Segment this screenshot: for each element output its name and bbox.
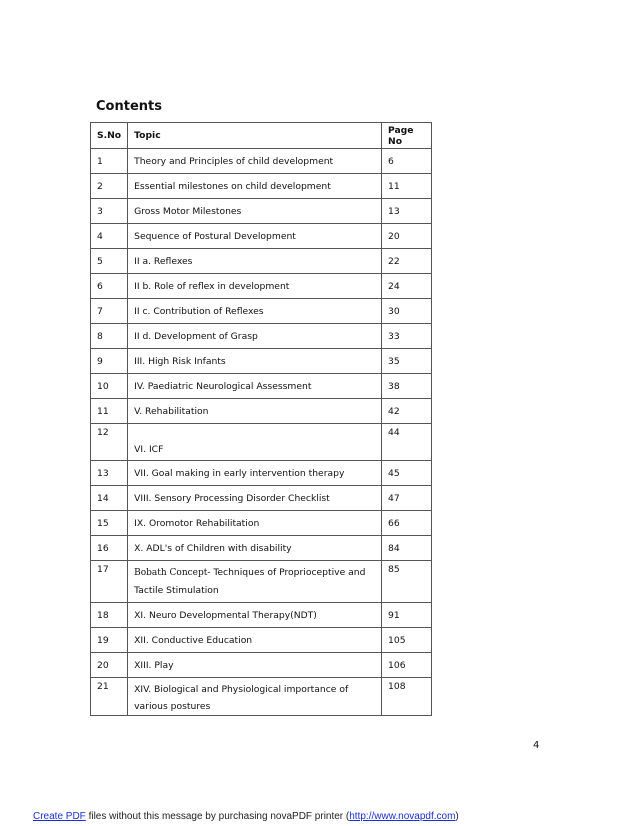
row-topic: XIV. Biological and Physiological importance of various postures xyxy=(128,678,382,716)
row-topic: Sequence of Postural Development xyxy=(128,224,382,249)
row-topic: III. High Risk Infants xyxy=(128,349,382,374)
row-page: 24 xyxy=(382,274,432,299)
row-sno: 11 xyxy=(91,399,128,424)
row-topic-text: Techniques of Proprioceptive and Tactile Stimulation xyxy=(134,567,366,596)
row-topic: VII. Goal making in early intervention therapy xyxy=(128,461,382,486)
table-row xyxy=(91,299,432,324)
page-number: 4 xyxy=(533,740,540,751)
row-topic: IV. Paediatric Neurological Assessment xyxy=(128,374,382,399)
row-page: 66 xyxy=(382,511,432,536)
table-row xyxy=(91,249,432,274)
table-row xyxy=(91,628,432,653)
row-topic: Theory and Principles of child development xyxy=(128,149,382,174)
contents-heading: Contents xyxy=(96,99,162,114)
row-sno: 18 xyxy=(91,603,128,628)
table-row xyxy=(91,374,432,399)
pdf-footer xyxy=(33,811,459,822)
row-sno: 19 xyxy=(91,628,128,653)
row-sno: 21 xyxy=(91,678,128,716)
contents-table xyxy=(90,122,432,716)
row-sno: 8 xyxy=(91,324,128,349)
row-topic: IX. Oromotor Rehabilitation xyxy=(128,511,382,536)
table-row xyxy=(91,274,432,299)
row-sno: 10 xyxy=(91,374,128,399)
table-row xyxy=(91,678,432,716)
row-topic: II b. Role of reflex in development xyxy=(128,274,382,299)
row-topic: II c. Contribution of Reflexes xyxy=(128,299,382,324)
row-sno: 4 xyxy=(91,224,128,249)
table-row xyxy=(91,486,432,511)
row-sno: 16 xyxy=(91,536,128,561)
row-topic: II d. Development of Grasp xyxy=(128,324,382,349)
row-page: 11 xyxy=(382,174,432,199)
row-sno: 7 xyxy=(91,299,128,324)
row-sno: 12 xyxy=(91,424,128,461)
table-row xyxy=(91,653,432,678)
create-pdf-link[interactable]: Create PDF xyxy=(33,811,86,822)
row-sno: 6 xyxy=(91,274,128,299)
row-page: 106 xyxy=(382,653,432,678)
table-row xyxy=(91,224,432,249)
row-page: 38 xyxy=(382,374,432,399)
novapdf-url-link[interactable]: http://www.novapdf.com xyxy=(349,811,456,822)
header-page-no: Page No xyxy=(382,123,432,149)
row-sno: 15 xyxy=(91,511,128,536)
row-sno: 20 xyxy=(91,653,128,678)
footer-text: files without this message by purchasing novaPDF printer ( xyxy=(85,811,350,822)
table-row xyxy=(91,199,432,224)
row-page: 108 xyxy=(382,678,432,716)
row-page: 33 xyxy=(382,324,432,349)
table-row xyxy=(91,536,432,561)
table-row xyxy=(91,324,432,349)
row-sno: 3 xyxy=(91,199,128,224)
header-sno: S.No xyxy=(91,123,128,149)
row-page: 13 xyxy=(382,199,432,224)
row-topic-prefix: Bobath Concept- xyxy=(134,568,211,578)
table-row xyxy=(91,461,432,486)
row-page: 91 xyxy=(382,603,432,628)
table-row xyxy=(91,174,432,199)
row-topic: XII. Conductive Education xyxy=(128,628,382,653)
row-topic: II a. Reflexes xyxy=(128,249,382,274)
row-page: 35 xyxy=(382,349,432,374)
row-topic: VI. ICF xyxy=(128,424,382,461)
row-topic: XI. Neuro Developmental Therapy(NDT) xyxy=(128,603,382,628)
row-topic: X. ADL's of Children with disability xyxy=(128,536,382,561)
table-row xyxy=(91,511,432,536)
row-topic: XIII. Play xyxy=(128,653,382,678)
table-header-row xyxy=(91,123,432,149)
row-sno: 5 xyxy=(91,249,128,274)
row-page: 20 xyxy=(382,224,432,249)
row-sno: 1 xyxy=(91,149,128,174)
table-row xyxy=(91,424,432,461)
row-topic: VIII. Sensory Processing Disorder Checklist xyxy=(128,486,382,511)
row-page: 47 xyxy=(382,486,432,511)
header-topic: Topic xyxy=(128,123,382,149)
table-row xyxy=(91,603,432,628)
table-row xyxy=(91,561,432,603)
row-page: 85 xyxy=(382,561,432,603)
row-page: 105 xyxy=(382,628,432,653)
row-page: 44 xyxy=(382,424,432,461)
row-topic: Essential milestones on child development xyxy=(128,174,382,199)
row-page: 30 xyxy=(382,299,432,324)
table-row xyxy=(91,149,432,174)
row-sno: 9 xyxy=(91,349,128,374)
table-row xyxy=(91,349,432,374)
row-topic: Gross Motor Milestones xyxy=(128,199,382,224)
row-page: 84 xyxy=(382,536,432,561)
row-page: 42 xyxy=(382,399,432,424)
row-page: 45 xyxy=(382,461,432,486)
row-page: 22 xyxy=(382,249,432,274)
row-topic: V. Rehabilitation xyxy=(128,399,382,424)
row-page: 6 xyxy=(382,149,432,174)
row-sno: 2 xyxy=(91,174,128,199)
row-sno: 14 xyxy=(91,486,128,511)
table-row xyxy=(91,399,432,424)
row-topic xyxy=(128,561,382,603)
row-sno: 13 xyxy=(91,461,128,486)
row-sno: 17 xyxy=(91,561,128,603)
footer-text-end: ) xyxy=(455,811,459,822)
